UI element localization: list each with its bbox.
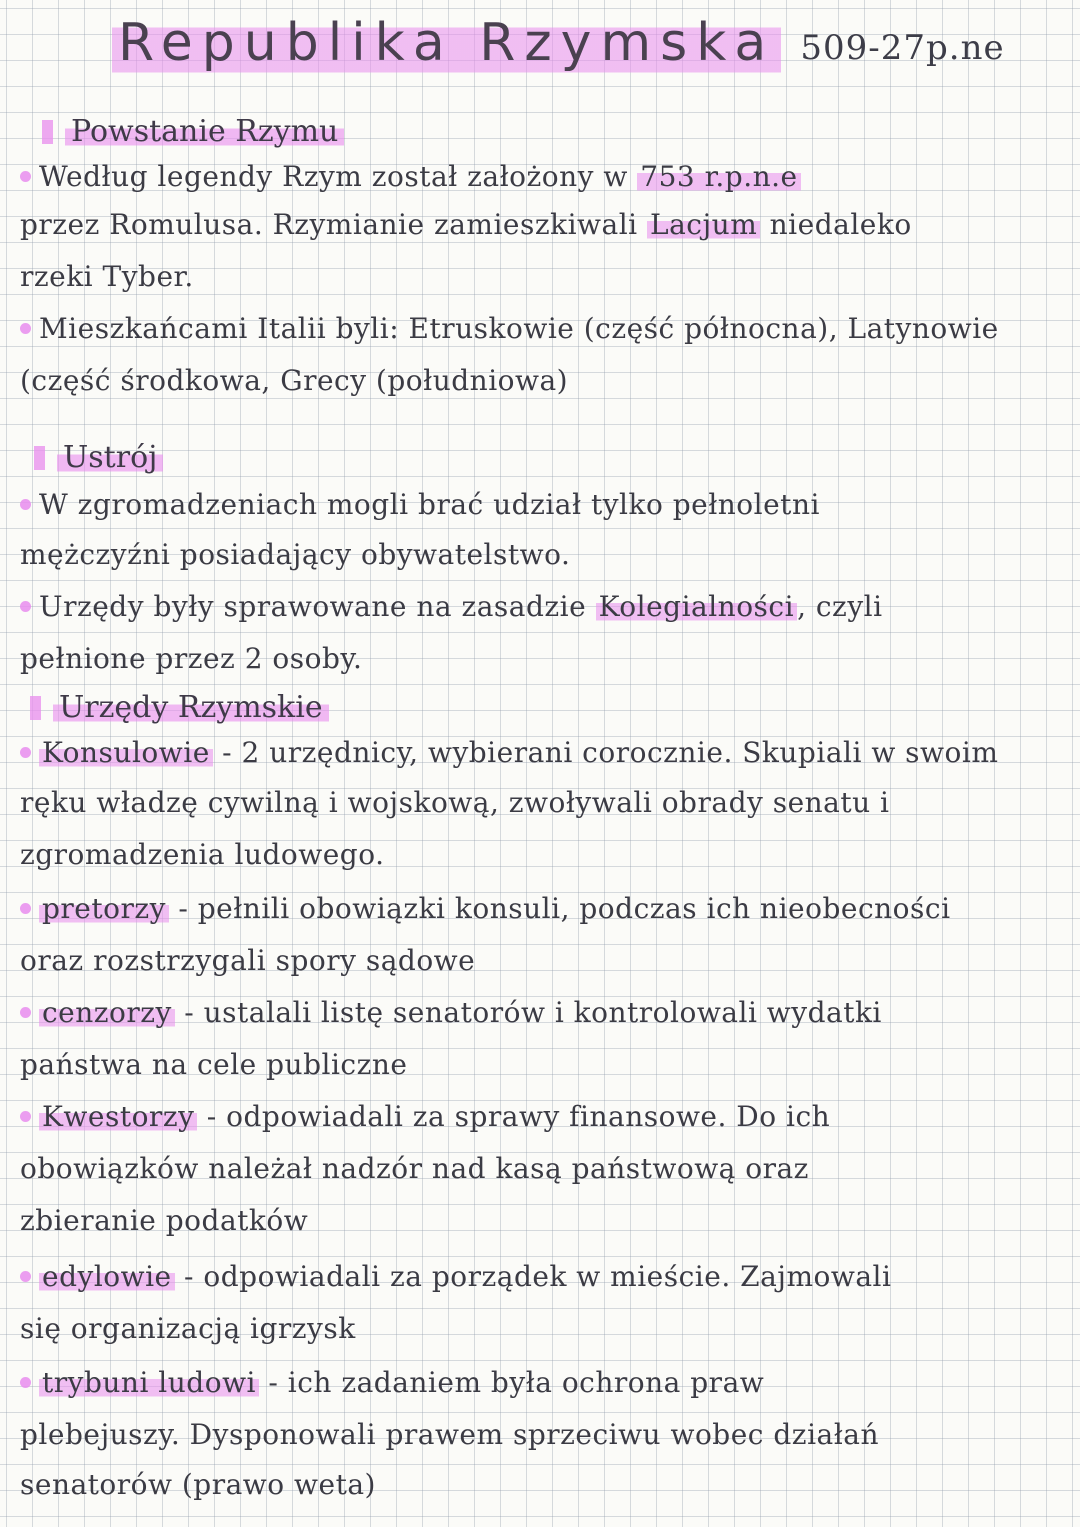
line-text: przez Romulusa. Rzymianie zamieszkiwali: [20, 208, 648, 241]
line-text: plebejuszy. Dysponowali prawem sprzeciwu wobec działań: [20, 1418, 880, 1451]
bullet-icon: [20, 1271, 31, 1282]
text-line: [20, 1306, 1060, 1352]
bullet-icon: [20, 323, 31, 334]
highlighted-term: Lacjum: [647, 208, 760, 241]
line-text: rzeki Tyber.: [20, 260, 194, 293]
text-line: [20, 1412, 1060, 1458]
text-line: [20, 832, 1060, 878]
section-heading-urzedy: [30, 688, 329, 728]
line-text: - pełnili obowiązki konsuli, podczas ich nieobecności: [168, 892, 951, 925]
line-text: Urzędy były sprawowane na zasadzie: [39, 590, 596, 623]
text-line: [20, 636, 1060, 682]
highlighted-term: Konsulowie: [39, 736, 213, 769]
line-text: państwa na cele publiczne: [20, 1048, 408, 1081]
line-text: - odpowiadali za sprawy finansowe. Do ich: [197, 1100, 831, 1133]
section-heading-powstanie: [42, 112, 344, 152]
line-text: - ich zadaniem była ochrona praw: [259, 1366, 765, 1399]
line-text: obowiązków należał nadzór nad kasą państwową oraz: [20, 1152, 809, 1185]
section-heading-text: Ustrój: [57, 440, 163, 475]
text-line: [20, 482, 1060, 528]
line-text: niedaleko: [760, 208, 912, 241]
text-line: [20, 306, 1060, 352]
bullet-icon: [20, 1007, 31, 1018]
title-dates: 509-27p.ne: [800, 28, 1005, 68]
line-text: Mieszkańcami Italii byli: Etruskowie (część północna), Latynowie: [39, 312, 999, 345]
line-text: oraz rozstrzygali spory sądowe: [20, 944, 476, 977]
heading-marker-icon: [34, 446, 45, 470]
section-heading-ustroj: [34, 438, 163, 478]
text-line: [20, 1094, 1060, 1140]
text-line: [20, 1254, 1060, 1300]
line-text: pełnione przez 2 osoby.: [20, 642, 363, 675]
text-line: [20, 1146, 1060, 1192]
bullet-icon: [20, 601, 31, 612]
text-line: [20, 1198, 1060, 1244]
line-text: , czyli: [797, 590, 883, 623]
section-heading-text: Urzędy Rzymskie: [53, 690, 329, 725]
text-line: [20, 202, 1060, 248]
text-line: [20, 886, 1060, 932]
heading-marker-icon: [30, 696, 41, 720]
text-line: [20, 358, 1060, 404]
line-text: - odpowiadali za porządek w mieście. Zajmowali: [174, 1260, 892, 1293]
line-text: - ustalali listę senatorów i kontrolowali wydatki: [174, 996, 882, 1029]
line-text: zgromadzenia ludowego.: [20, 838, 385, 871]
text-line: [20, 730, 1060, 776]
heading-marker-icon: [42, 120, 53, 144]
line-text: senatorów (prawo weta): [20, 1468, 376, 1501]
line-text: zbieranie podatków: [20, 1204, 309, 1237]
line-text: Według legendy Rzym został założony w: [39, 160, 638, 193]
text-line: [20, 938, 1060, 984]
page-title: Republika Rzymska: [112, 8, 781, 78]
text-line: [20, 1360, 1060, 1406]
bullet-icon: [20, 747, 31, 758]
highlighted-date: 753 r.p.n.e: [637, 160, 800, 193]
text-line: [20, 1042, 1060, 1088]
bullet-icon: [20, 1377, 31, 1388]
highlighted-term: cenzorzy: [39, 996, 175, 1029]
highlighted-term: edylowie: [39, 1260, 175, 1293]
text-line: [20, 780, 1060, 826]
line-text: mężczyźni posiadający obywatelstwo.: [20, 538, 571, 571]
line-text: - 2 urzędnicy, wybierani corocznie. Skupiali w swoim: [212, 736, 999, 769]
bullet-icon: [20, 903, 31, 914]
line-text: ręku władzę cywilną i wojskową, zwoływali obrady senatu i: [20, 786, 890, 819]
highlighted-term: pretorzy: [39, 892, 169, 925]
bullet-icon: [20, 171, 31, 182]
title-row: [112, 8, 1072, 80]
line-text: (część środkowa, Grecy (południowa): [20, 364, 569, 397]
bullet-icon: [20, 499, 31, 510]
highlighted-term: Kwestorzy: [39, 1100, 197, 1133]
highlighted-term: Kolegialności: [596, 590, 797, 623]
text-line: [20, 154, 1060, 200]
text-line: [20, 254, 1060, 300]
text-line: [20, 990, 1060, 1036]
section-heading-text: Powstanie Rzymu: [65, 114, 344, 149]
bullet-icon: [20, 1111, 31, 1122]
line-text: się organizacją igrzysk: [20, 1312, 356, 1345]
highlighted-term: trybuni ludowi: [39, 1366, 259, 1399]
text-line: [20, 532, 1060, 578]
line-text: W zgromadzeniach mogli brać udział tylko pełnoletni: [39, 488, 820, 521]
text-line: [20, 1462, 1060, 1508]
text-line: [20, 584, 1060, 630]
